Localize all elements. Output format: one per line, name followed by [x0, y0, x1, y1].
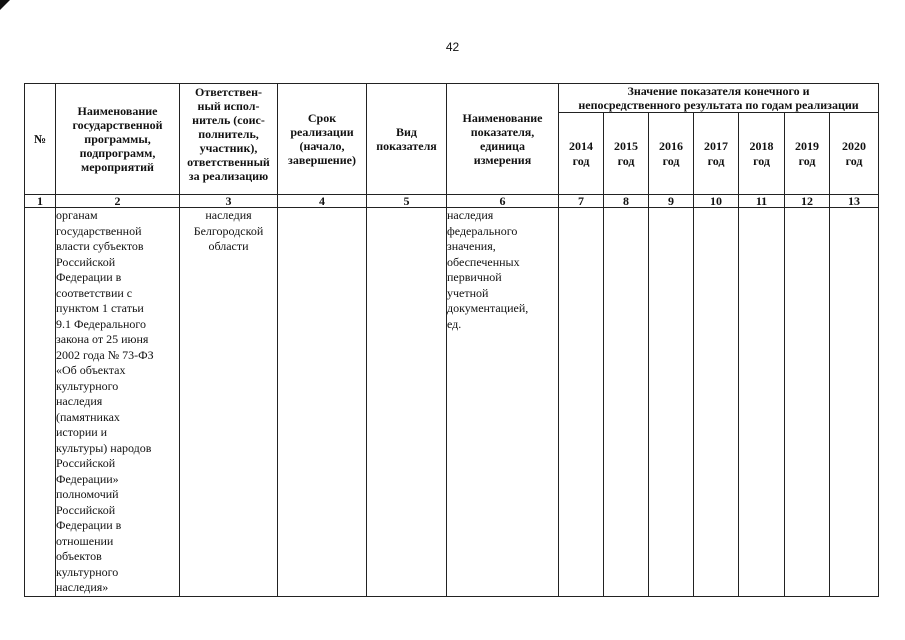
column-number: 5: [367, 195, 447, 208]
cell-period: [278, 208, 367, 597]
header-year-2019: 2019 год: [785, 113, 830, 195]
column-number: 10: [694, 195, 739, 208]
header-num: №: [25, 84, 56, 195]
column-number: 9: [649, 195, 694, 208]
cell-indicator-type: [367, 208, 447, 597]
cell-value-2018: [739, 208, 785, 597]
column-number-row: [25, 195, 879, 208]
column-number: 8: [604, 195, 649, 208]
cell-responsible: наследия Белгородской области: [180, 208, 278, 597]
cell-value-2015: [604, 208, 649, 597]
column-number: 11: [739, 195, 785, 208]
header-year-2020: 2020 год: [830, 113, 879, 195]
header-year-2018: 2018 год: [739, 113, 785, 195]
header-year-2017: 2017 год: [694, 113, 739, 195]
scan-corner-mark: [0, 0, 10, 10]
cell-program: органам государственной власти субъектов Российской Федерации в соответствии с пунктом 1 статьи 9.1 Федерального закона от 25 июня 2002 года № 73-ФЗ «Об объектах культурного наследия (памятниках истории и культуры) народов Российской Федерации» полномочий Российской Федерации в отношении объектов культурного наследия»: [56, 208, 180, 597]
indicator-table: [24, 83, 879, 597]
column-number: 12: [785, 195, 830, 208]
header-row-1: [25, 84, 879, 113]
cell-num: [25, 208, 56, 597]
header-indicator-type: Вид показателя: [367, 84, 447, 195]
column-number: 4: [278, 195, 367, 208]
header-year-2014: 2014 год: [559, 113, 604, 195]
header-program: Наименование государственной программы, подпрограмм, мероприятий: [56, 84, 180, 195]
column-number: 1: [25, 195, 56, 208]
cell-value-2016: [649, 208, 694, 597]
cell-indicator-name: наследия федерального значения, обеспеченных первичной учетной документацией, ед.: [447, 208, 559, 597]
cell-value-2019: [785, 208, 830, 597]
column-number: 13: [830, 195, 879, 208]
cell-value-2014: [559, 208, 604, 597]
header-values-group: Значение показателя конечного и непосредственного результата по годам реализации: [559, 84, 879, 113]
header-period: Срок реализации (начало, завершение): [278, 84, 367, 195]
column-number: 7: [559, 195, 604, 208]
header-responsible: Ответствен- ный испол- нитель (соис- полнитель, участник), ответственный за реализацию: [180, 84, 278, 195]
cell-value-2020: [830, 208, 879, 597]
table-row: [25, 208, 879, 597]
header-year-2015: 2015 год: [604, 113, 649, 195]
cell-value-2017: [694, 208, 739, 597]
column-number: 3: [180, 195, 278, 208]
page-number: 42: [445, 40, 460, 54]
header-indicator-name: Наименование показателя, единица измерения: [447, 84, 559, 195]
header-year-2016: 2016 год: [649, 113, 694, 195]
column-number: 6: [447, 195, 559, 208]
column-number: 2: [56, 195, 180, 208]
